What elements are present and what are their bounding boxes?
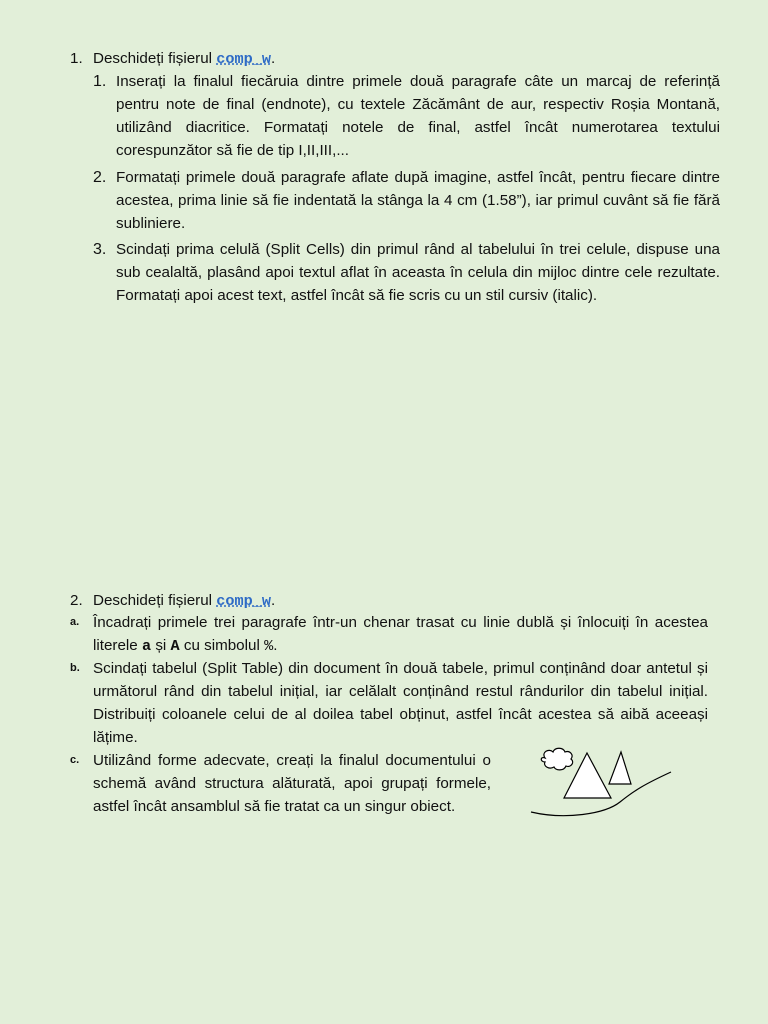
cloud-shape bbox=[541, 748, 572, 770]
intro-text: Deschideți fișierul bbox=[93, 50, 217, 67]
schema-drawing bbox=[525, 740, 685, 830]
item-a-text-before: Încadrați primele trei paragrafe într-un chenar trasat cu linie dublă și înlocuiți în acestea literele bbox=[93, 614, 708, 654]
item-3-text bbox=[116, 238, 720, 307]
item-2-paragraph: Formatați primele două paragrafe aflate după imagine, astfel încât, pentru fiecare dintre acestea, prima linie să fie indentată la stânga la 4 cm (1.58”), iar primul cuvânt să fie fără subliniere. bbox=[116, 169, 720, 232]
item-a-and: și bbox=[151, 637, 171, 654]
section-2-number: 2. bbox=[70, 592, 83, 609]
char-A: A bbox=[170, 637, 180, 655]
item-c-paragraph: Utilizând forme adecvate, creați la finalul documentului o schemă având structura alăturată, apoi grupați formele, astfel încât ansamblul să fie tratat ca un singur obiect. bbox=[93, 752, 491, 815]
item-1-paragraph: Inserați la finalul fiecăruia dintre primele două paragrafe câte un marcaj de referință pentru note de final (endnote), cu textele Zăcământ de aur, respectiv Roșia Montană, utilizând diacritice. Formatați notele de final, astfel încât numerotarea textului corespunzător să fie de tip I,II,III,... bbox=[116, 73, 720, 159]
item-2-text bbox=[116, 166, 720, 235]
item-c-text bbox=[93, 749, 491, 818]
char-a: a bbox=[141, 637, 152, 655]
item-b-text bbox=[93, 657, 708, 749]
item-b-letter: b. bbox=[70, 662, 80, 674]
char-symbol: % bbox=[264, 637, 274, 655]
intro-text: Deschideți fișierul bbox=[93, 592, 217, 609]
item-a-mid: cu simbolul bbox=[179, 637, 265, 654]
item-b-paragraph: Scindați tabelul (Split Table) din document în două tabele, primul conținând doar antetul și următorul rând din tabelul inițial, iar celălalt conținând restul rândurilor din tabelul inițial. Distribuiți coloanele celui de al doilea tabel obținut, astfel încât acestea să aibă aceeași lățime. bbox=[93, 660, 708, 746]
file-name-link[interactable]: comp_w bbox=[216, 50, 271, 68]
item-a-paragraph bbox=[93, 611, 708, 658]
item-3-number: 3. bbox=[93, 241, 107, 258]
intro-end: . bbox=[270, 50, 276, 67]
item-1-text bbox=[116, 70, 720, 162]
item-a-end: . bbox=[273, 637, 278, 654]
item-2-number: 2. bbox=[93, 169, 107, 186]
section-2-intro bbox=[93, 589, 275, 613]
section-1-number: 1. bbox=[70, 50, 83, 67]
item-3-paragraph: Scindați prima celulă (Split Cells) din primul rând al tabelului în trei celule, dispuse una sub cealaltă, plasând apoi textul aflat în aceasta în celula din mijloc dintre cele rezultate. Formatați apoi acest text, astfel încât să fie scris cu un stil cursiv (italic). bbox=[116, 241, 720, 304]
small-triangle bbox=[609, 752, 631, 784]
item-a-letter: a. bbox=[70, 616, 80, 628]
item-a-text bbox=[93, 611, 708, 658]
item-c-letter: c. bbox=[70, 754, 80, 766]
file-name-link[interactable]: comp_w bbox=[216, 592, 271, 610]
intro-end: . bbox=[270, 592, 276, 609]
item-1-number: 1. bbox=[93, 73, 107, 90]
section-1-intro bbox=[93, 47, 275, 71]
